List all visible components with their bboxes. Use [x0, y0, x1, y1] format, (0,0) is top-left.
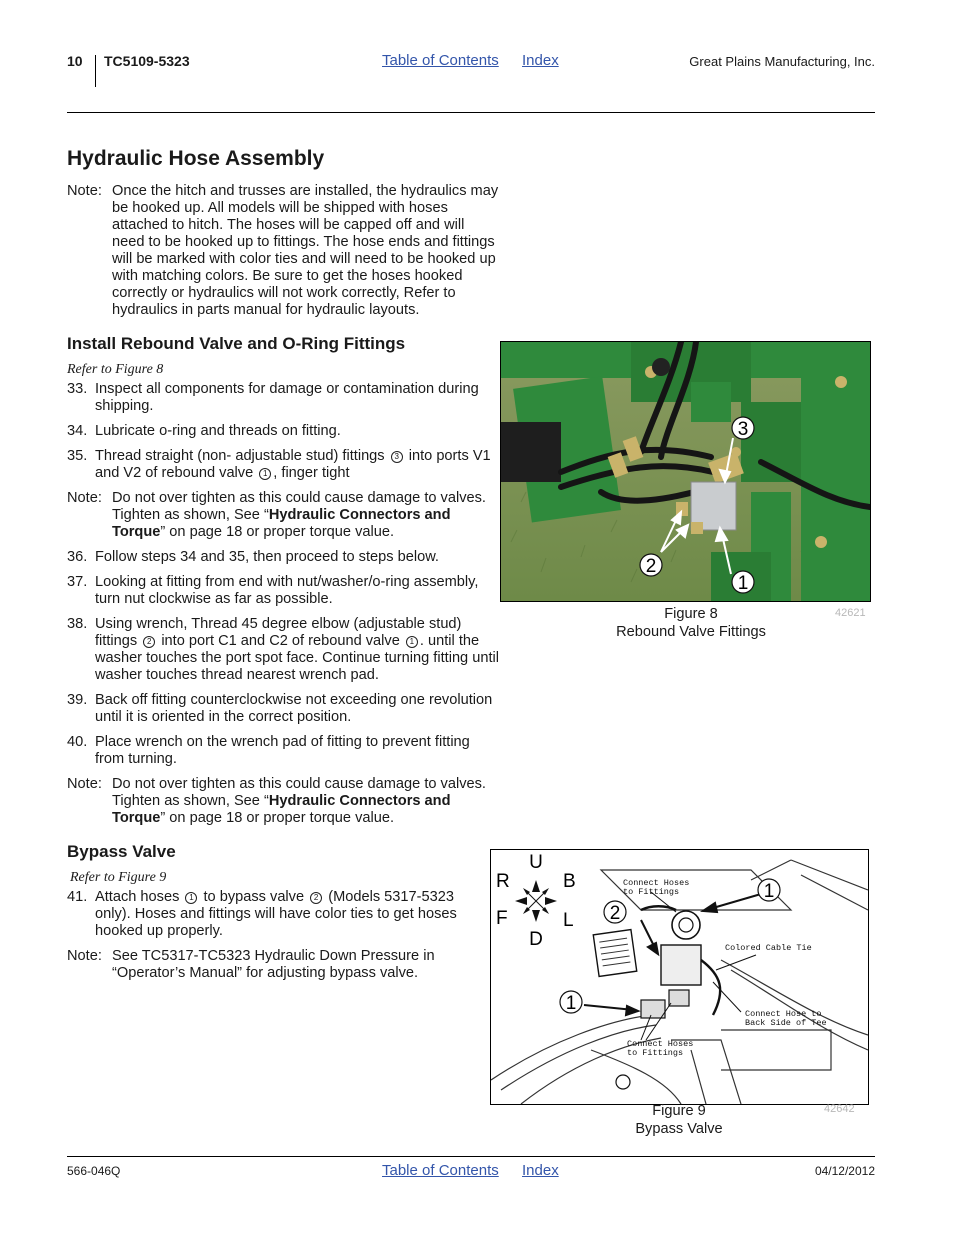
note-row	[67, 183, 499, 319]
header-divider	[95, 55, 96, 87]
step-number: 40.	[67, 734, 88, 750]
rebound-valve-photo	[501, 342, 870, 601]
figure-8-caption	[580, 605, 802, 641]
note-label: Note:	[67, 776, 102, 792]
label-connect-hoses-top-2: to Fittings	[623, 887, 680, 897]
intro-note	[67, 183, 499, 327]
note-label: Note:	[67, 948, 102, 964]
rebound-heading: Install Rebound Valve and O-Ring Fittings	[67, 334, 406, 353]
bypass-steps	[67, 889, 489, 990]
footer-index-link[interactable]: Index	[522, 1162, 559, 1179]
step-text: Looking at fitting from end with nut/washer/o-ring assembly, turn nut clockwise as far as possible.	[95, 574, 479, 607]
note-text: Do not over tighten as this could cause damage to valves. Tighten as shown, See “	[112, 490, 486, 523]
step-37	[67, 574, 499, 608]
step-number: 35.	[67, 448, 88, 464]
company-name: Great Plains Manufacturing, Inc.	[689, 54, 875, 69]
step-text: Follow steps 34 and 35, then proceed to steps below.	[95, 549, 439, 565]
rebound-steps	[67, 381, 499, 835]
note-text: ” on page 18 or proper torque value.	[160, 524, 395, 540]
callout-1-icon: 1	[259, 468, 271, 480]
note-label: Note:	[67, 183, 102, 199]
step-text: to bypass valve	[203, 889, 305, 905]
note-overtighten-1	[67, 490, 499, 541]
step-text: Lubricate o-ring and threads on fitting.	[95, 423, 341, 439]
step-text: into ports V1 and V2 of rebound valve	[95, 448, 491, 481]
step-35	[67, 448, 499, 482]
note-overtighten-2	[67, 776, 499, 827]
step-number: 33.	[67, 381, 88, 397]
step-33	[67, 381, 499, 415]
hydraulic-connectors-link[interactable]: Hydraulic Connectors and Torque	[112, 793, 451, 826]
page-number: 10	[67, 53, 83, 69]
header-index-link[interactable]: Index	[522, 52, 559, 69]
callout-2-icon: 2	[143, 636, 155, 648]
step-text: Inspect all components for damage or contamination during shipping.	[95, 381, 479, 414]
bypass-heading: Bypass Valve	[67, 842, 176, 861]
figure-8-label: Figure 8	[664, 606, 718, 622]
fig9-callout-1-top: 1	[763, 881, 775, 902]
compass-back: B	[563, 871, 576, 892]
step-41	[67, 889, 489, 940]
step-40	[67, 734, 499, 768]
bypass-valve-drawing	[491, 850, 868, 1104]
step-number: 38.	[67, 616, 88, 632]
compass-front: F	[496, 908, 508, 929]
fig9-callout-2: 2	[609, 903, 621, 924]
compass-down: D	[529, 929, 543, 950]
footer-doc-number: 566-046Q	[67, 1164, 121, 1178]
figure-9-label: Figure 9	[652, 1103, 706, 1119]
figure-9-title: Bypass Valve	[635, 1121, 723, 1137]
step-text: . until the washer touches the port spot face. Continue turning fitting until washer touches thread nearest wrench pad.	[95, 633, 500, 683]
model-number: TC5109-5323	[104, 53, 190, 69]
label-connect-hoses-bottom-1: Connect Hoses	[627, 1039, 694, 1049]
callout-3-icon: 3	[391, 451, 403, 463]
header-rule	[67, 112, 875, 113]
footer-toc-link[interactable]: Table of Contents	[382, 1162, 499, 1179]
refer-figure-9: Refer to Figure 9	[70, 870, 167, 885]
hydraulic-connectors-link[interactable]: Hydraulic Connectors and Torque	[112, 507, 451, 540]
callout-1-icon: 1	[185, 892, 197, 904]
label-connect-hoses-bottom-2: to Fittings	[627, 1048, 684, 1058]
footer-rule	[67, 1156, 875, 1157]
figure-8-number: 42621	[835, 607, 866, 619]
figure-9-drawing	[490, 849, 869, 1105]
step-number: 37.	[67, 574, 88, 590]
note-text: ” on page 18 or proper torque value.	[160, 810, 395, 826]
fig9-callout-1-bottom: 1	[565, 993, 577, 1014]
figure-8-photo	[500, 341, 871, 602]
callout-2-icon: 2	[310, 892, 322, 904]
label-colored-cable-tie: Colored Cable Tie	[725, 943, 812, 953]
step-number: 39.	[67, 692, 88, 708]
step-text: Thread straight (non- adjustable stud) fittings	[95, 448, 385, 464]
note-text: See TC5317-TC5323 Hydraulic Down Pressure in “Operator’s Manual” for adjusting bypass valve.	[112, 948, 435, 981]
step-38	[67, 616, 499, 684]
step-34	[67, 423, 499, 440]
refer-figure-8: Refer to Figure 8	[67, 362, 164, 377]
step-number: 36.	[67, 549, 88, 565]
compass-up: U	[529, 852, 543, 873]
fig8-callout-2: 2	[645, 556, 657, 577]
note-bypass	[67, 948, 489, 982]
fig8-callout-1: 1	[737, 573, 749, 594]
label-connect-hoses-top-1: Connect Hoses	[623, 878, 690, 888]
label-connect-back-tee-1: Connect Hose to	[745, 1009, 822, 1019]
step-number: 41.	[67, 889, 88, 905]
callout-1-icon: 1	[406, 636, 418, 648]
compass-left: L	[563, 910, 574, 931]
step-text: Using wrench, Thread 45 degree elbow (adjustable stud) fittings	[95, 616, 462, 649]
step-text: (Models 5317-5323 only). Hoses and fittings will have color ties to get hoses hooked up properly.	[95, 889, 457, 939]
step-36	[67, 549, 499, 566]
section-title: Hydraulic Hose Assembly	[67, 147, 325, 170]
step-text: , finger tight	[273, 465, 350, 481]
footer-date: 04/12/2012	[814, 1164, 875, 1178]
fig8-callout-3: 3	[737, 419, 749, 440]
note-text: Once the hitch and trusses are installed, the hydraulics may be hooked up. All models will be shipped with hoses attached to hitch. The hoses will be capped off and will need to be hooked up to fittings. The hose ends and fittings will be marked with color ties and will need to be hooked up with matching colors. Be sure to get the hoses hooked correctly or hydraulics will not work correctly, Refer to hydraulics in parts manual for hydraulic layouts.	[112, 183, 499, 318]
step-text: Place wrench on the wrench pad of fitting to prevent fitting from turning.	[95, 734, 470, 767]
compass-rear: R	[496, 871, 510, 892]
label-connect-back-tee-2: Back Side of Tee	[745, 1018, 827, 1028]
step-text: into port C1 and C2 of rebound valve	[161, 633, 400, 649]
step-number: 34.	[67, 423, 88, 439]
figure-9-caption	[580, 1102, 778, 1138]
step-text: Attach hoses	[95, 889, 180, 905]
step-39	[67, 692, 499, 726]
figure-8-title: Rebound Valve Fittings	[616, 624, 766, 640]
note-label: Note:	[67, 490, 102, 506]
note-text: Do not over tighten as this could cause damage to valves. Tighten as shown, See “	[112, 776, 486, 809]
step-text: Back off fitting counterclockwise not exceeding one revolution until it is oriented in the correct position.	[95, 692, 493, 725]
header-toc-link[interactable]: Table of Contents	[382, 52, 499, 69]
figure-9-number: 42642	[824, 1103, 855, 1115]
